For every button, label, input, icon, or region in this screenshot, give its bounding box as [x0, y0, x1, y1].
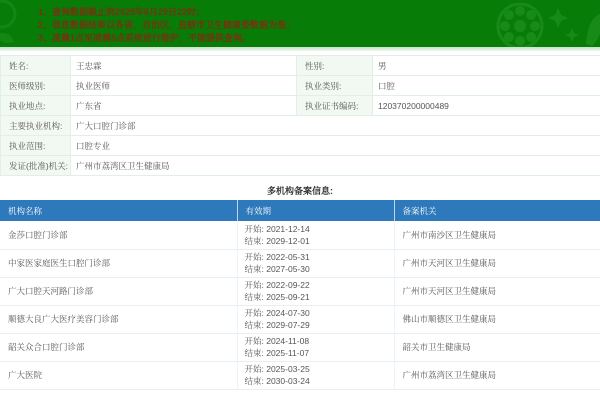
table-row — [1, 96, 600, 116]
validity-start: 开始: 2022-05-31 — [244, 252, 310, 262]
validity-end: 结束: 2025-11-07 — [244, 348, 310, 358]
validity-start: 开始: 2021-12-14 — [244, 223, 310, 234]
validity-start: 开始: 2025-03-25 — [244, 364, 310, 374]
notice-line-1 — [38, 6, 600, 19]
practice-scope-label: 执业范围: — [1, 136, 71, 156]
name-label: 姓名: — [1, 56, 71, 76]
validity-end: 结束: 2027-05-30 — [244, 264, 310, 274]
practice-scope-value: 口腔专业 — [71, 136, 600, 156]
validity-cell — [237, 333, 394, 361]
org-name-cell: 韶关众合口腔门诊部 — [0, 333, 237, 361]
validity-cell — [237, 221, 394, 249]
column-header-org-name: 机构名称 — [0, 200, 237, 221]
table-row — [0, 277, 600, 305]
table-row — [0, 305, 600, 333]
practice-category-value: 口腔 — [373, 76, 600, 96]
authority-cell: 广州市天河区卫生健康局 — [394, 249, 600, 277]
validity-end: 结束: 2025-09-21 — [244, 292, 310, 302]
table-row — [1, 136, 600, 156]
table-row — [1, 76, 600, 96]
authority-cell: 广州市天河区卫生健康局 — [394, 277, 600, 305]
authority-cell: 广州市荔湾区卫生健康局 — [394, 361, 600, 389]
validity-start: 开始: 2024-07-30 — [244, 308, 310, 318]
table-row — [1, 116, 600, 136]
notice-line-3 — [38, 32, 600, 45]
authority-cell: 广州市南沙区卫生健康局 — [394, 221, 600, 249]
table-row — [0, 361, 600, 389]
practice-location-value: 广东省 — [71, 96, 297, 116]
main-org-label: 主要执业机构: — [1, 116, 71, 136]
org-name-cell: 金莎口腔门诊部 — [0, 221, 237, 249]
validity-start: 开始: 2022-09-22 — [244, 280, 310, 290]
multi-org-table — [0, 200, 600, 390]
validity-end: 结束: 2030-03-24 — [244, 376, 310, 386]
table-row — [1, 156, 600, 176]
table-header-row — [0, 200, 600, 221]
notice-number: 3、 — [38, 33, 53, 43]
notice-number: 1、 — [38, 7, 53, 17]
org-name-cell: 顺德大良广大医疗美容门诊部 — [0, 305, 237, 333]
notice-text: 查询数据截止到2025年6月29日22时； — [52, 7, 206, 17]
multi-org-section-title: 多机构备案信息: — [0, 176, 600, 200]
practitioner-info-table — [0, 55, 600, 176]
certificate-code-value: 120370200000489 — [373, 96, 600, 116]
notice-text: 凌晨1点至凌晨5点系统进行维护，不能提供查询。 — [52, 33, 252, 43]
notice-list — [0, 0, 600, 45]
org-name-cell: 中家医家庭医生口腔门诊部 — [0, 249, 237, 277]
validity-end: 结束: 2029-12-01 — [244, 235, 310, 246]
validity-end: 结束: 2029-07-29 — [244, 320, 310, 330]
gender-value: 男 — [373, 56, 600, 76]
authority-cell: 佛山市顺德区卫生健康局 — [394, 305, 600, 333]
org-name-cell: 广大医院 — [0, 361, 237, 389]
name-value: 王忠霖 — [71, 56, 297, 76]
doctor-level-value: 执业医师 — [71, 76, 297, 96]
column-header-validity: 有效期 — [237, 200, 394, 221]
validity-start: 开始: 2024-11-08 — [244, 336, 310, 346]
column-header-authority: 备案机关 — [394, 200, 600, 221]
org-name-cell: 广大口腔天河路门诊部 — [0, 277, 237, 305]
authority-cell: 韶关市卫生健康局 — [394, 333, 600, 361]
notice-number: 2、 — [38, 20, 53, 30]
validity-cell — [237, 361, 394, 389]
doctor-level-label: 医师级别: — [1, 76, 71, 96]
table-row — [0, 249, 600, 277]
issuing-authority-label: 发证(批准)机关: — [1, 156, 71, 176]
gender-label: 性别: — [297, 56, 373, 76]
notice-banner — [0, 0, 600, 47]
validity-cell — [237, 277, 394, 305]
issuing-authority-value: 广州市荔湾区卫生健康局 — [71, 156, 600, 176]
notice-line-2 — [38, 19, 600, 32]
notice-text: 信息数据结果以各省、自治区、直辖市卫生健康委数据为准； — [52, 20, 296, 30]
validity-cell — [237, 305, 394, 333]
practice-category-label: 执业类别: — [297, 76, 373, 96]
main-org-value: 广大口腔门诊部 — [71, 116, 600, 136]
validity-cell — [237, 249, 394, 277]
table-row — [0, 333, 600, 361]
practice-location-label: 执业地点: — [1, 96, 71, 116]
certificate-code-label: 执业证书编码: — [297, 96, 373, 116]
table-row — [1, 56, 600, 76]
table-row — [0, 221, 600, 249]
